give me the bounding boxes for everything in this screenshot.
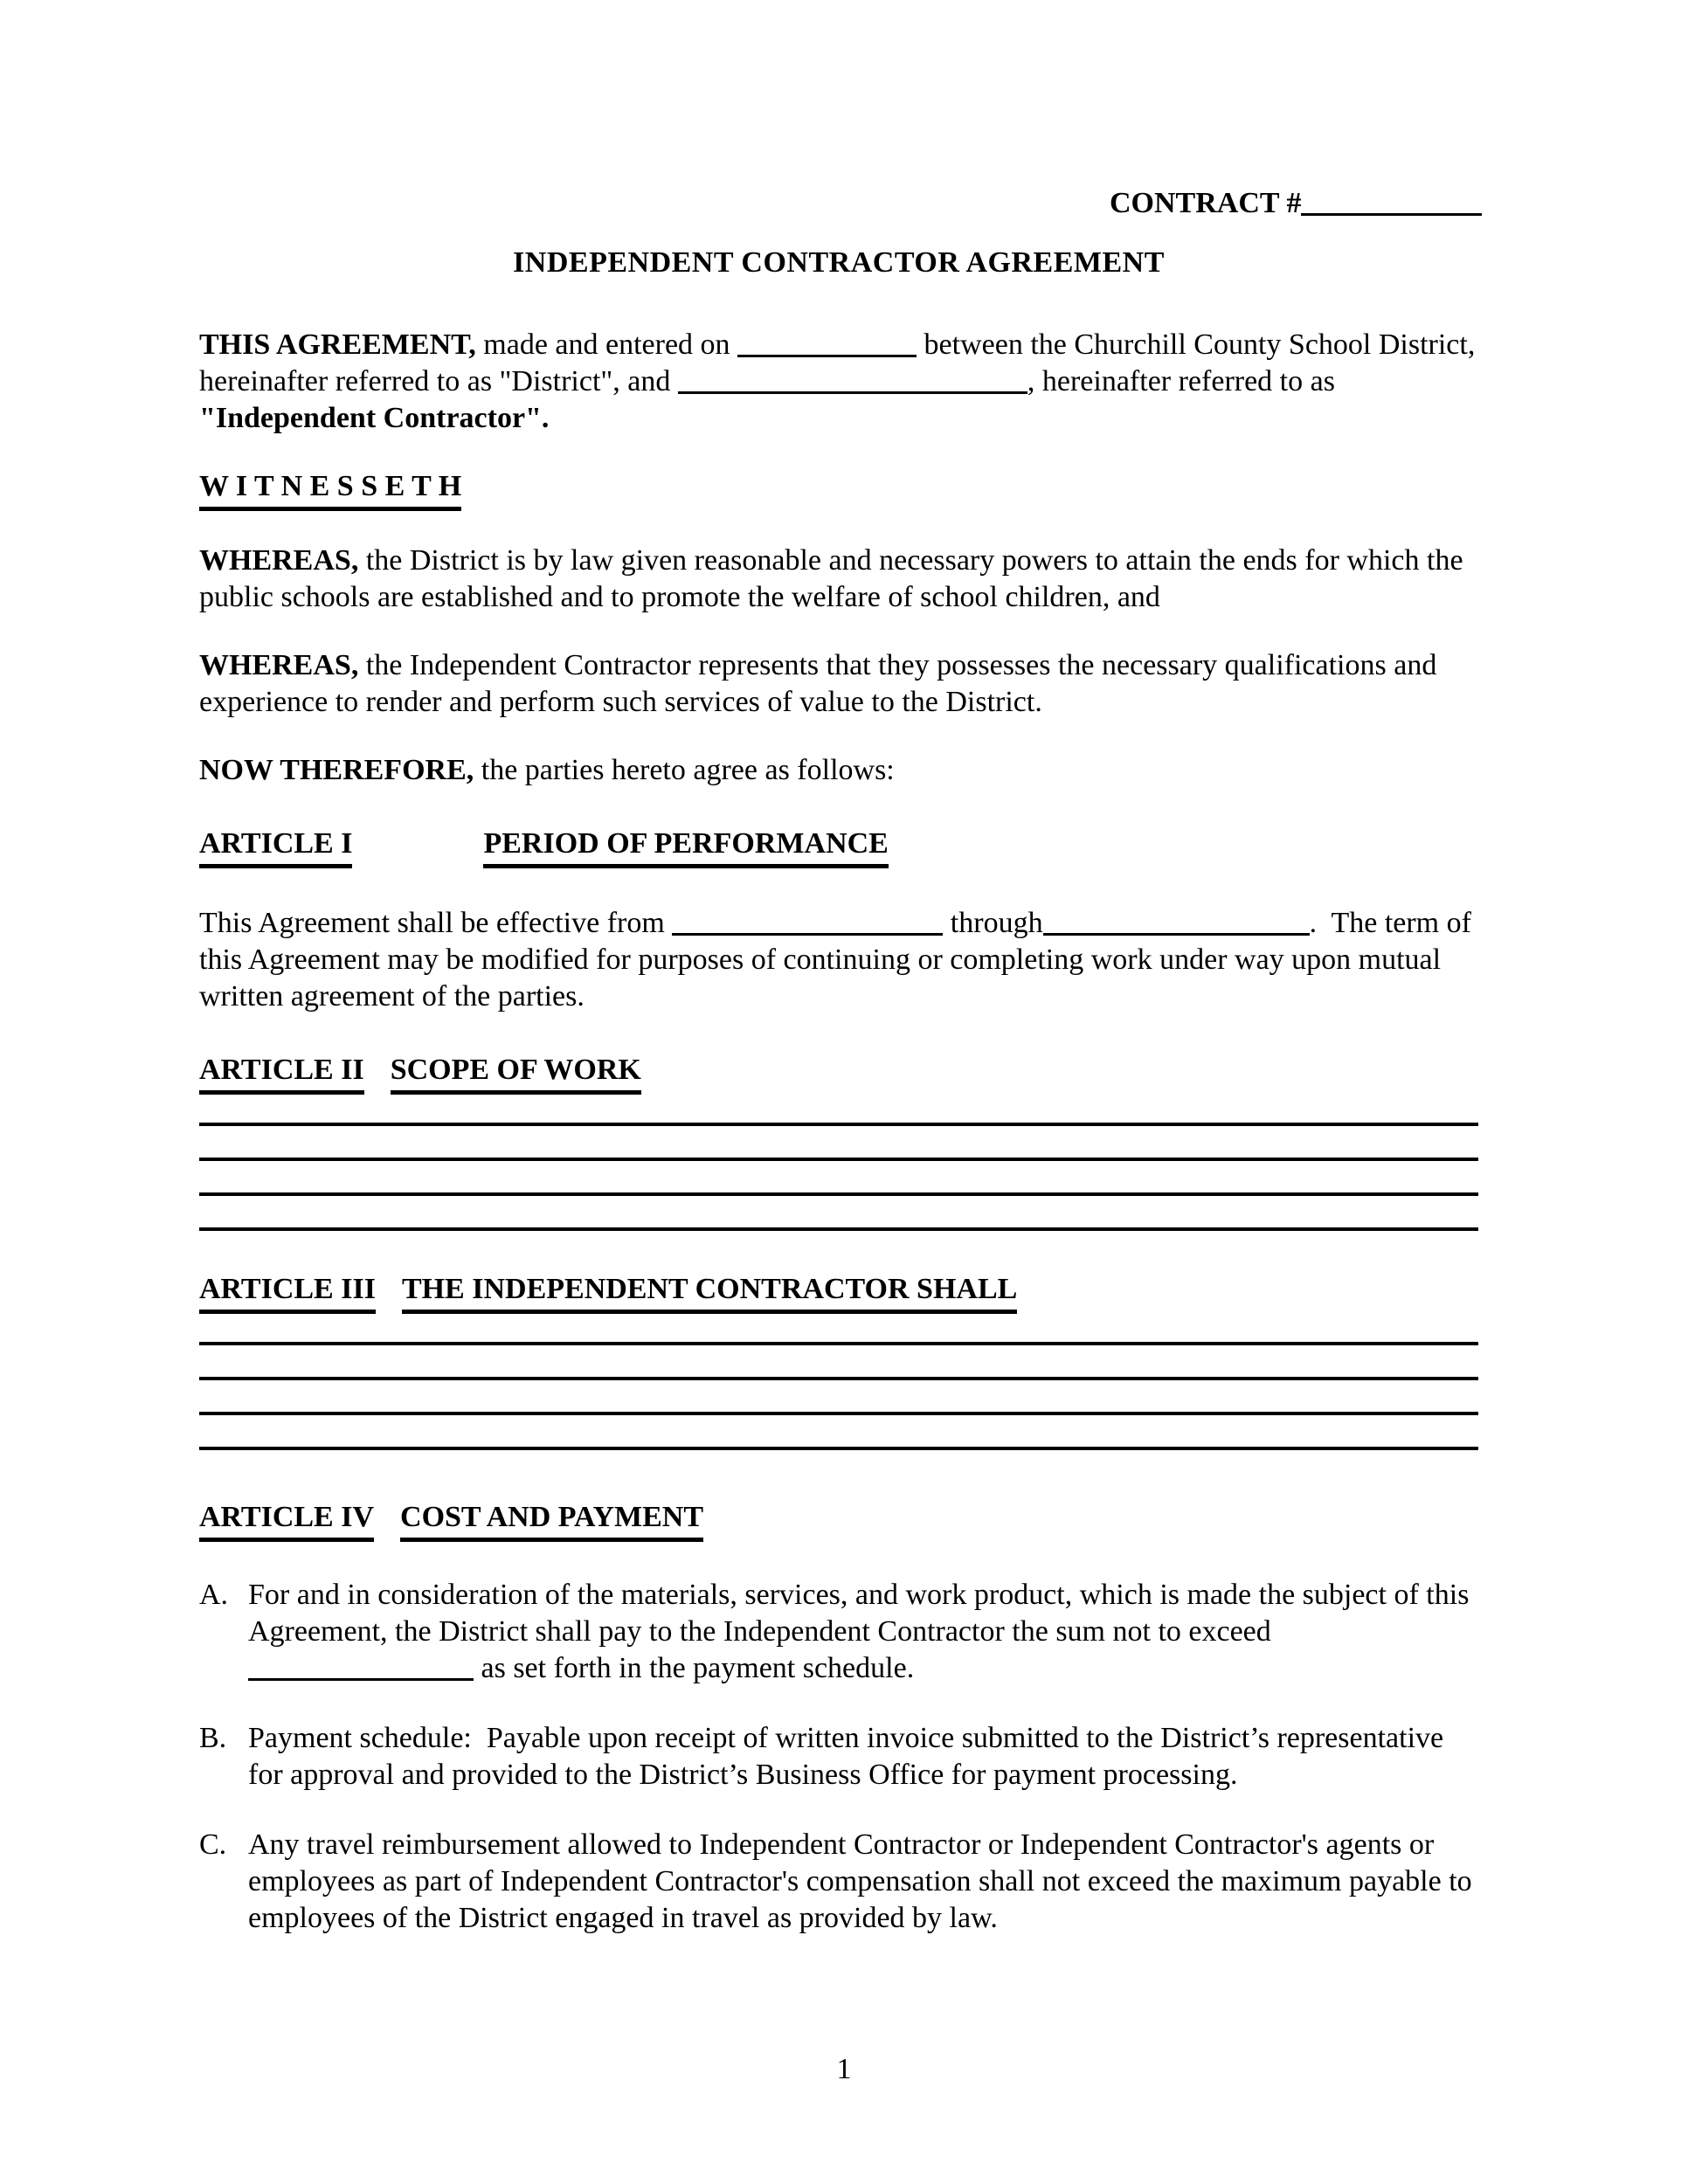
blank-rule bbox=[199, 1192, 1478, 1196]
contract-number-blank bbox=[1301, 213, 1482, 216]
contractor-shall-lines bbox=[199, 1342, 1478, 1450]
article-1-body bbox=[199, 905, 1478, 1015]
now-therefore-bold: NOW THEREFORE, bbox=[199, 754, 474, 786]
witnesseth-heading bbox=[199, 468, 1478, 511]
sum-blank bbox=[248, 1678, 474, 1681]
blank-rule bbox=[199, 1342, 1478, 1345]
intro-between-district: between the Churchill County School District, hereinafter referred to as "District", and bbox=[199, 328, 1483, 397]
item-a-label: A. bbox=[199, 1579, 229, 1611]
article-2-label: ARTICLE II bbox=[199, 1052, 364, 1095]
intro-contractor-bold: "Independent Contractor". bbox=[199, 402, 550, 434]
blank-rule bbox=[199, 1227, 1478, 1231]
article-4-title: COST AND PAYMENT bbox=[400, 1499, 703, 1542]
effective-from-blank bbox=[672, 933, 943, 936]
whereas-paragraph-2 bbox=[199, 647, 1478, 721]
article-1-term-text: . The term of this Agreement may be modified for purposes of continuing or completing work under way upon mutual written agreement of the parties. bbox=[199, 907, 1479, 1013]
article-1-heading bbox=[199, 826, 1478, 868]
blank-rule bbox=[199, 1123, 1478, 1126]
item-a bbox=[199, 1577, 1478, 1687]
blank-rule bbox=[199, 1447, 1478, 1450]
item-c-text: Any travel reimbursement allowed to Independent Contractor or Independent Contractor's agents or employees as part of Independent Contractor's compensation shall not exceed the maximum payable to employees of the District engaged in travel as provided by law. bbox=[248, 1828, 1480, 1934]
contract-number-label: CONTRACT # bbox=[1110, 187, 1302, 219]
item-b-text: Payment schedule: Payable upon receipt of written invoice submitted to the District’s representative for approval and provided to the District’s Business Office for payment processing. bbox=[248, 1722, 1451, 1791]
through-blank bbox=[1043, 933, 1310, 936]
item-a-before-blank: For and in consideration of the materials, services, and work product, which is made the subject of this Agreement, the District shall pay to the Independent Contractor the sum not to exceed bbox=[248, 1579, 1476, 1648]
item-a-text bbox=[248, 1577, 1478, 1687]
scope-of-work-lines bbox=[199, 1123, 1478, 1231]
article-2-title: SCOPE OF WORK bbox=[391, 1052, 641, 1095]
date-blank bbox=[737, 355, 917, 357]
page-number: 1 bbox=[836, 2053, 852, 2085]
item-b-label: B. bbox=[199, 1722, 227, 1754]
intro-made-entered: made and entered on bbox=[475, 328, 738, 361]
intro-paragraph bbox=[199, 327, 1483, 437]
article-4-label: ARTICLE IV bbox=[199, 1499, 374, 1542]
now-therefore-text: the parties hereto agree as follows: bbox=[474, 754, 895, 786]
intro-hereinafter: , hereinafter referred to as bbox=[1027, 365, 1343, 397]
contract-number-line bbox=[1110, 185, 1478, 222]
item-b bbox=[199, 1720, 1478, 1794]
article-2-heading bbox=[199, 1052, 1478, 1095]
item-c-label: C. bbox=[199, 1828, 227, 1861]
article-1-through: through bbox=[943, 907, 1043, 939]
article-1-effective-from: This Agreement shall be effective from bbox=[199, 907, 673, 939]
whereas-1-bold: WHEREAS, bbox=[199, 544, 359, 577]
article-3-heading bbox=[199, 1271, 1478, 1314]
document-title: INDEPENDENT CONTRACTOR AGREEMENT bbox=[513, 246, 1165, 279]
whereas-2-text: the Independent Contractor represents that they possesses the necessary qualifications and experience to render and perform such services of value to the District. bbox=[199, 649, 1444, 718]
intro-lead-bold: THIS AGREEMENT, bbox=[199, 328, 476, 361]
whereas-1-text: the District is by law given reasonable and necessary powers to attain the ends for which the public schools are established and to promote the welfare of school children, and bbox=[199, 544, 1471, 613]
article-1-title: PERIOD OF PERFORMANCE bbox=[483, 826, 888, 868]
article-3-title: THE INDEPENDENT CONTRACTOR SHALL bbox=[402, 1271, 1017, 1314]
blank-rule bbox=[199, 1158, 1478, 1161]
cost-and-payment-items bbox=[199, 1577, 1478, 1937]
article-1-label: ARTICLE I bbox=[199, 826, 352, 868]
witnesseth-text: W I T N E S S E T H bbox=[199, 468, 461, 511]
item-a-after-blank: as set forth in the payment schedule. bbox=[474, 1652, 915, 1684]
contractor-name-blank bbox=[678, 391, 1027, 394]
whereas-2-bold: WHEREAS, bbox=[199, 649, 359, 681]
item-c bbox=[199, 1827, 1478, 1937]
whereas-paragraph-1 bbox=[199, 543, 1478, 616]
blank-rule bbox=[199, 1377, 1478, 1380]
article-4-heading bbox=[199, 1499, 1478, 1542]
now-therefore-paragraph bbox=[199, 752, 1478, 789]
article-3-label: ARTICLE III bbox=[199, 1271, 376, 1314]
blank-rule bbox=[199, 1412, 1478, 1415]
